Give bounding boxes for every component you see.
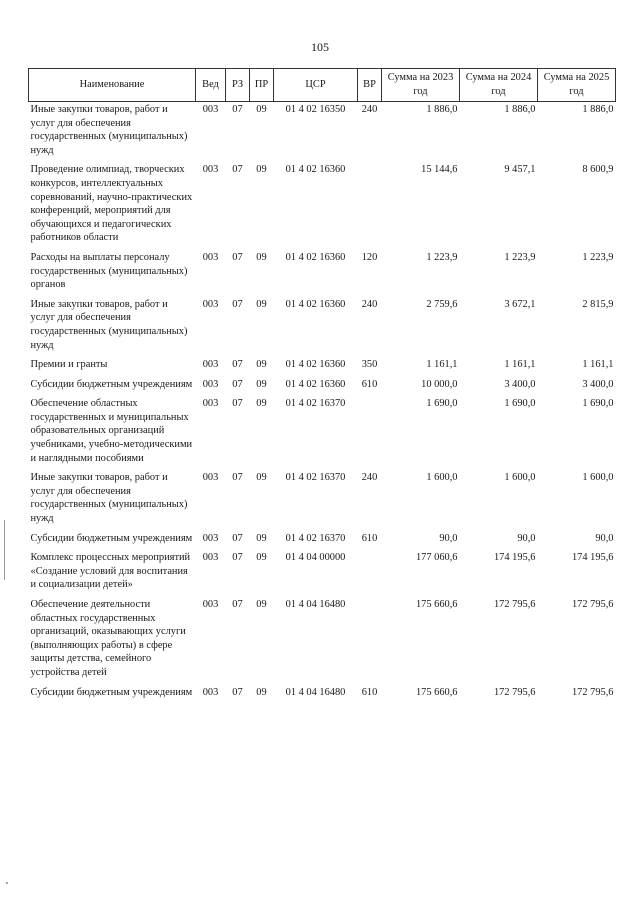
- row-sum-2024: 174 195,6: [493, 552, 536, 564]
- row-ved: 003: [202, 378, 219, 390]
- scan-margin-mark: [4, 520, 5, 580]
- row-csr: 01 4 04 00000: [285, 552, 346, 564]
- row-sum-2024: 1 600,0: [504, 472, 536, 484]
- header-csr: ЦСР: [274, 69, 358, 102]
- row-sum-2024: 172 795,6: [493, 599, 536, 610]
- header-ved: Вед: [196, 69, 226, 102]
- row-sum-2023: 177 060,6: [415, 552, 458, 564]
- row-csr: 01 4 02 16370: [285, 532, 346, 544]
- row-rz: 07: [232, 298, 243, 310]
- row-sum-2025: 3 400,0: [582, 378, 614, 390]
- row-rz: 07: [232, 104, 243, 115]
- row-rz: 07: [232, 164, 243, 176]
- row-rz: 07: [232, 532, 243, 544]
- row-pr: 09: [256, 686, 267, 698]
- row-name: Субсидии бюджетным учреждениям: [30, 686, 193, 698]
- table-row: [29, 685, 616, 705]
- row-name: Иные закупки товаров, работ и услуг для обеспечения государственных (муниципальных) нужд: [30, 104, 188, 156]
- row-vr: 350: [361, 359, 378, 371]
- row-vr: 610: [361, 686, 378, 698]
- row-sum-2025: 172 795,6: [571, 686, 614, 698]
- row-vr: 610: [361, 532, 378, 544]
- budget-table: [28, 68, 616, 704]
- row-sum-2025: 1 161,1: [582, 359, 614, 371]
- row-sum-2023: 90,0: [439, 532, 458, 544]
- row-pr: 09: [256, 398, 267, 410]
- table-row: [29, 470, 616, 530]
- row-sum-2024: 1 161,1: [504, 359, 536, 371]
- row-sum-2023: 1 600,0: [426, 472, 458, 484]
- row-pr: 09: [256, 552, 267, 564]
- header-name: Наименование: [29, 69, 196, 102]
- row-sum-2023: 175 660,6: [415, 599, 458, 610]
- row-vr: 610: [361, 378, 378, 390]
- row-sum-2024: 1 223,9: [504, 251, 536, 263]
- row-pr: 09: [256, 251, 267, 263]
- row-name: Субсидии бюджетным учреждениям: [30, 378, 193, 390]
- row-sum-2024: 172 795,6: [493, 686, 536, 698]
- table-row: [29, 597, 616, 685]
- row-ved: 003: [202, 398, 219, 410]
- row-name: Иные закупки товаров, работ и услуг для обеспечения государственных (муниципальных) нужд: [30, 472, 188, 525]
- row-vr: [358, 597, 382, 685]
- row-pr: 09: [256, 298, 267, 310]
- table-row: [29, 250, 616, 297]
- table-row: [29, 357, 616, 377]
- table-row: [29, 531, 616, 551]
- row-name: Обеспечение деятельности областных государственных организаций, оказывающих услуги (выполняющих работы) в сфере защиты детства, семейного устройства детей: [30, 599, 186, 678]
- row-pr: 09: [256, 359, 267, 371]
- header-vr: ВР: [358, 69, 382, 102]
- row-sum-2023: 2 759,6: [426, 298, 458, 310]
- row-name: Субсидии бюджетным учреждениям: [30, 532, 193, 544]
- row-csr: 01 4 02 16360: [285, 164, 346, 176]
- row-sum-2025: 1 223,9: [582, 251, 614, 263]
- row-name: Иные закупки товаров, работ и услуг для обеспечения государственных (муниципальных) нужд: [30, 298, 188, 351]
- row-sum-2024: 9 457,1: [504, 164, 536, 176]
- row-sum-2024: 3 672,1: [504, 298, 536, 310]
- row-ved: 003: [202, 532, 219, 544]
- row-pr: 09: [256, 532, 267, 544]
- table-row: [29, 550, 616, 597]
- row-sum-2025: 172 795,6: [571, 599, 614, 610]
- row-csr: 01 4 02 16360: [285, 251, 346, 263]
- row-sum-2023: 15 144,6: [421, 164, 458, 176]
- row-pr: 09: [256, 164, 267, 176]
- row-sum-2024: 1 886,0: [504, 104, 536, 115]
- row-sum-2023: 175 660,6: [415, 686, 458, 698]
- row-sum-2023: 1 886,0: [426, 104, 458, 115]
- row-name: Премии и гранты: [30, 359, 108, 371]
- row-pr: 09: [256, 104, 267, 115]
- row-vr: 240: [361, 104, 378, 115]
- row-csr: 01 4 02 16350: [285, 104, 346, 115]
- row-vr: 240: [361, 472, 378, 484]
- row-rz: 07: [232, 686, 243, 698]
- row-sum-2025: 8 600,9: [582, 164, 614, 176]
- header-sum-2023: Сумма на 2023 год: [382, 69, 460, 102]
- row-pr: 09: [256, 378, 267, 390]
- row-csr: 01 4 02 16360: [285, 298, 346, 310]
- row-ved: 003: [202, 298, 219, 310]
- scan-dot: [6, 882, 8, 884]
- row-sum-2025: 1 690,0: [582, 398, 614, 410]
- row-sum-2023: 1 223,9: [426, 251, 458, 263]
- row-rz: 07: [232, 378, 243, 390]
- row-csr: 01 4 02 16360: [285, 378, 346, 390]
- table-row: [29, 102, 616, 163]
- row-sum-2025: 1 886,0: [582, 104, 614, 115]
- row-rz: 07: [232, 599, 243, 610]
- row-sum-2025: 174 195,6: [571, 552, 614, 564]
- table-row: [29, 297, 616, 357]
- row-ved: 003: [202, 472, 219, 484]
- row-ved: 003: [202, 686, 219, 698]
- row-name: Обеспечение областных государственных и муниципальных образовательных организаций учебниками, учебно-методическими и наглядными пособиями: [30, 398, 193, 464]
- header-rz: РЗ: [226, 69, 250, 102]
- row-name: Расходы на выплаты персоналу государственных (муниципальных) органов: [30, 251, 188, 291]
- table-row: [29, 396, 616, 470]
- row-ved: 003: [202, 251, 219, 263]
- row-sum-2025: 90,0: [595, 532, 614, 544]
- row-ved: 003: [202, 599, 219, 610]
- row-ved: 003: [202, 104, 219, 115]
- row-vr: 120: [361, 251, 378, 263]
- row-rz: 07: [232, 472, 243, 484]
- row-sum-2023: 1 161,1: [426, 359, 458, 371]
- row-ved: 003: [202, 552, 219, 564]
- row-rz: 07: [232, 552, 243, 564]
- page-number: 105: [311, 40, 329, 54]
- row-vr: [358, 396, 382, 470]
- row-pr: 09: [256, 599, 267, 610]
- row-rz: 07: [232, 398, 243, 410]
- row-name: Проведение олимпиад, творческих конкурсов, интеллектуальных соревнований, научно-практических конференций, мероприятий для обучающихся и педагогических работников области: [30, 164, 193, 244]
- row-csr: 01 4 04 16480: [285, 599, 346, 610]
- header-pr: ПР: [250, 69, 274, 102]
- row-sum-2024: 1 690,0: [504, 398, 536, 410]
- row-sum-2023: 1 690,0: [426, 398, 458, 410]
- row-vr: [358, 550, 382, 597]
- table-header-row: [29, 69, 616, 102]
- table-row: [29, 377, 616, 397]
- row-sum-2024: 90,0: [517, 532, 536, 544]
- row-pr: 09: [256, 472, 267, 484]
- row-csr: 01 4 02 16370: [285, 398, 346, 410]
- table-row: [29, 162, 616, 250]
- row-csr: 01 4 02 16360: [285, 359, 346, 371]
- header-sum-2025: Сумма на 2025 год: [538, 69, 616, 102]
- row-name: Комплекс процессных мероприятий «Создание условий для воспитания и социализации детей»: [30, 552, 191, 591]
- row-vr: 240: [361, 298, 378, 310]
- row-ved: 003: [202, 359, 219, 371]
- row-sum-2025: 1 600,0: [582, 472, 614, 484]
- row-rz: 07: [232, 251, 243, 263]
- row-rz: 07: [232, 359, 243, 371]
- row-csr: 01 4 02 16370: [285, 472, 346, 484]
- row-sum-2023: 10 000,0: [421, 378, 458, 390]
- header-sum-2024: Сумма на 2024 год: [460, 69, 538, 102]
- row-vr: [358, 162, 382, 250]
- row-sum-2024: 3 400,0: [504, 378, 536, 390]
- row-ved: 003: [202, 164, 219, 176]
- row-csr: 01 4 04 16480: [285, 686, 346, 698]
- row-sum-2025: 2 815,9: [582, 298, 614, 310]
